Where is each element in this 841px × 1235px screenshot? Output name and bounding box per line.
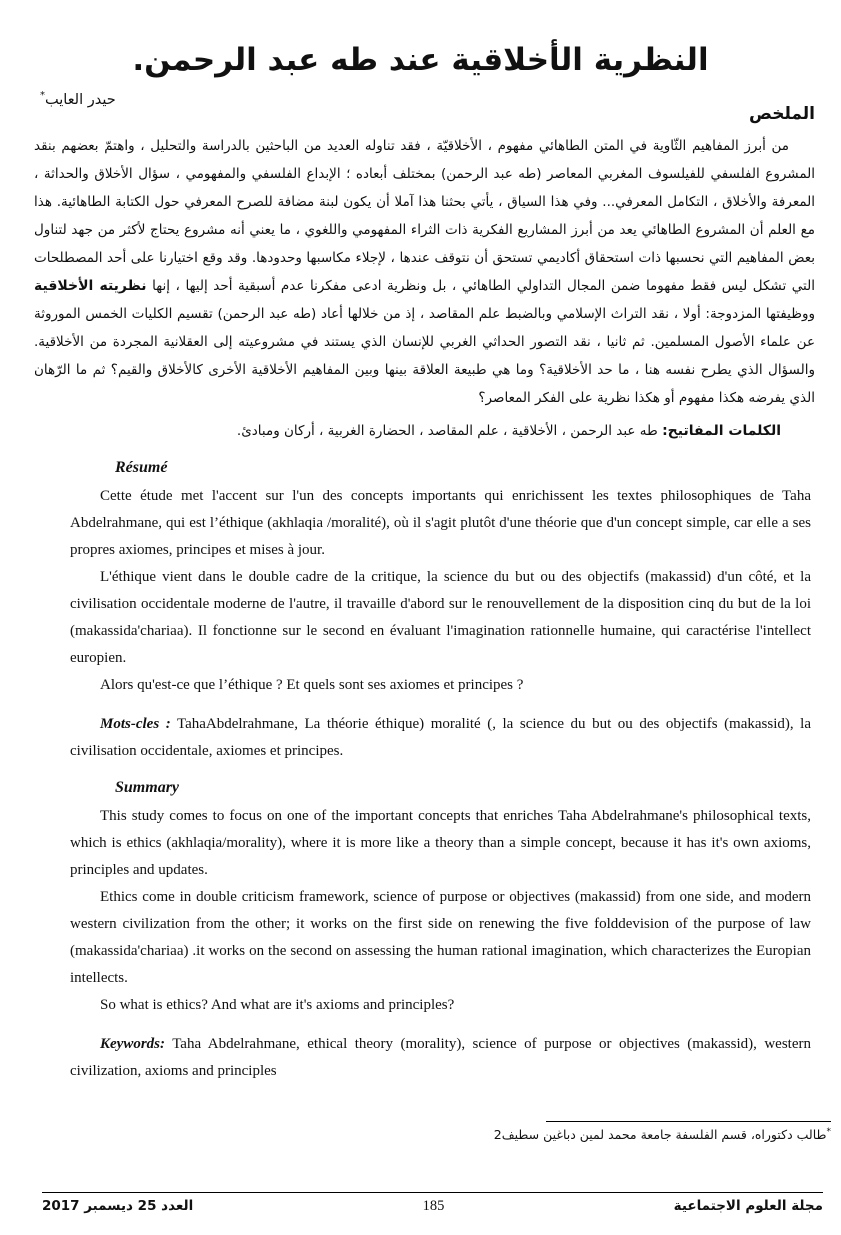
- abstract-text-part1: من أبرز المفاهيم الثّاوية في المتن الطاهائي مفهوم ، الأخلاقيّة ، فقد تناوله العديد من الباحثين بالدراسة والتحليل ، واهتمّ بعضهم بنقد المشروع الفلسفي للفيلسوف المغربي المعاصر (طه عبد الرحمن) بمختلف أبعاده ؛ الإبداع الفلسفي والمفهومي ، سؤال الأخلاق والحداثة ، المعرفة والأخلاق ، التكامل المعرفي... وفي هذا السياق ، يأتي بحثنا هذا آملا أن يكون لبنة مضافة للصرح المعرفي حول الكتابة الطاهائية. هذا مع العلم أن المشروع الطاهائي يعد من أبرز المشاريع الفكرية ذات الثراء المفهومي واللغوي ، ما يعني أنه مشروع يحتاج لأكثر من جهد لتناول بعض المفاهيم التي نحسبها ذات استحقاق أكاديمي تستحق أن نتوقف عندها ، لإجلاء مكاسبها وحدودها. وقد وقع اختيارنا على أحد المصطلحات التي تشكل ليس فقط مفهوما ضمن المجال التداولي الطاهائي ، بل ونظرية ادعى مفكرنا عدم أسبقية أحد إليها ، إنها: [34, 138, 815, 294]
- author-name: حيدر العايب: [45, 91, 116, 108]
- author-footnote-mark: *: [40, 90, 45, 101]
- footer-journal-name: مجلة العلوم الاجتماعية: [673, 1198, 823, 1214]
- footnote: [494, 1127, 831, 1142]
- summary-section-english: [70, 779, 811, 1085]
- resume-paragraph-2: L'éthique vient dans le double cadre de la critique, la science du but ou des objectifs (makassid) d'un côté, et la civilisation occidentale moderne de l'autre, il travaille d'abord sur le renouvellement de la disposition cinq du but de la loi (makassida'chariaa). Il fonctionne sur le second en évaluant l'imagination rationnelle humaine, qui caractérise l'intellect europien.: [70, 569, 811, 666]
- mots-cles-line: [70, 711, 811, 765]
- abstract-body-arabic: [34, 132, 815, 412]
- keywords-label-english: Keywords:: [100, 1036, 165, 1052]
- keywords-text-english: Taha Abdelrahmane, ethical theory (morality), science of purpose or objectives (makassid), western civilization, axioms and principles: [70, 1036, 811, 1079]
- summary-paragraph-3: So what is ethics? And what are it's axioms and principles?: [100, 997, 455, 1013]
- abstract-heading-arabic: الملخص: [749, 104, 815, 124]
- mots-cles-label: Mots-cles :: [100, 716, 171, 732]
- keywords-line-english: [70, 1031, 811, 1085]
- page-footer: [42, 1198, 823, 1215]
- page-title: النظرية الأخلاقية عند طه عبد الرحمن.: [132, 42, 709, 78]
- footer-page-number: 185: [422, 1198, 445, 1214]
- resume-heading: Résumé: [115, 459, 168, 476]
- resume-section-french: [70, 459, 811, 765]
- keywords-line-arabic: [34, 417, 815, 445]
- resume-paragraph-1: Cette étude met l'accent sur l'un des concepts importants qui enrichissent les textes philosophiques de Taha Abdelrahmane, qui est l’éthique (akhlaqia /moralité), où il s'agit plutôt d'une théorie que d'un concept simple, car elle a ses propres axiomes, principes et mises à jour.: [70, 488, 811, 558]
- footnote-mark: *: [826, 1127, 831, 1137]
- summary-paragraph-2: Ethics come in double criticism framework, science of purpose or objectives (makassid) from one side, and modern western civilization from the other; it works on the first side on renewing the five folddevision of the purpose of law (makassida'chariaa) .it works on the second on assessing the human rational imagination, which characterizes the Europian intellects.: [70, 889, 811, 986]
- resume-paragraph-3: Alors qu'est-ce que l’éthique ? Et quels sont ses axiomes et principes ?: [100, 677, 524, 693]
- author-line: [40, 90, 116, 108]
- abstract-bold-term: نظريته الأخلاقية: [34, 278, 147, 294]
- footnote-separator-rule: [546, 1121, 831, 1122]
- summary-paragraph-1: This study comes to focus on one of the important concepts that enriches Taha Abdelrahmane's philosophical texts, which is ethics (akhlaqia/morality), where it is more like a theory than a simple concept, because it has it's own axioms, principles and updates.: [70, 808, 811, 878]
- keywords-label-arabic: الكلمات المفاتيح:: [662, 423, 781, 439]
- keywords-text-arabic: طه عبد الرحمن ، الأخلاقية ، علم المقاصد ، الحضارة الغربية ، أركان ومبادئ.: [236, 423, 663, 439]
- footer-separator-rule: [42, 1192, 823, 1193]
- footer-issue-date: العدد 25 ديسمبر 2017: [42, 1198, 194, 1214]
- abstract-text-part2: ووظيفتها المزدوجة: أولا ، نقد التراث الإسلامي وبالضبط علم المقاصد ، إذ من خلالها أعاد (طه عبد الرحمن) تقسيم الكليات الخمس الموروثة عن علماء الأصول المسلمين. ثم ثانيا ، نقد التصور الحداثي الغربي للإنسان الذي يستند في مشروعيته إلى العقلانية المجردة من الأخلاقية. والسؤال الذي يطرح نفسه هنا ، ما حد الأخلاقية؟ وما هي طبيعة العلاقة بينها وبين المفاهيم الأخلاقية الأخرى كالأخلاق والقيم؟ ثم ما الرّهان الذي يفرضه هكذا مفهوم أو هكذا نظرية على الفكر المعاصر؟: [34, 306, 815, 406]
- footnote-text: طالب دكتوراه، قسم الفلسفة جامعة محمد لمين دباغين سطيف2: [493, 1127, 827, 1143]
- summary-heading: Summary: [115, 779, 180, 796]
- mots-cles-text: TahaAbdelrahmane, La théorie éthique) moralité (, la science du but ou des objectifs (makassid), la civilisation occidentale, axiomes et principes.: [70, 716, 811, 759]
